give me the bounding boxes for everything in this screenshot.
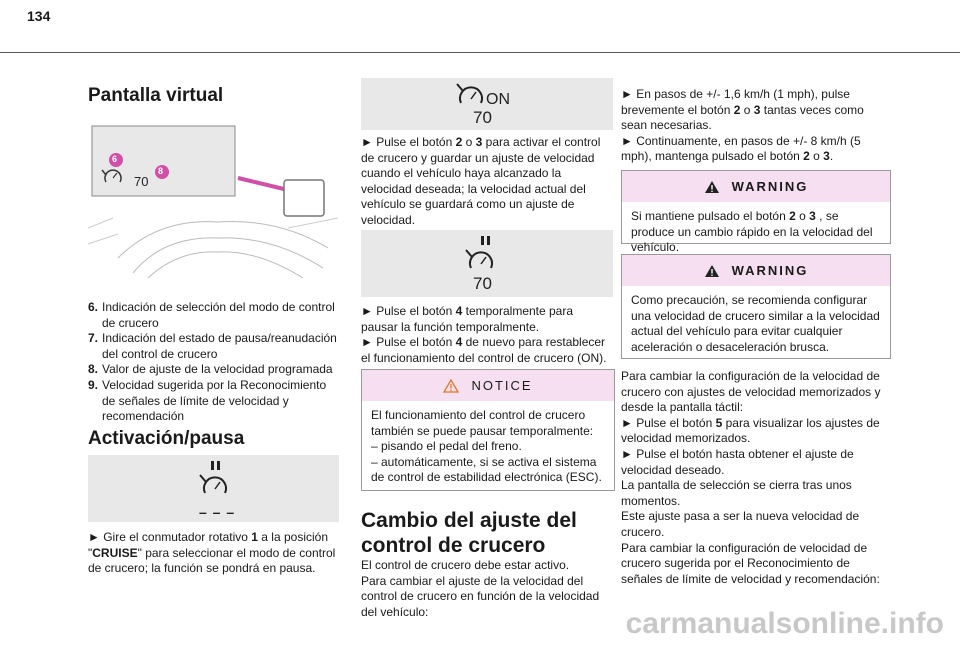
change-paragraph: El control de crucero debe estar activo. Para cambiar el ajuste de la velocidad del control de crucero en función de la velocidad del vehículo: <box>361 558 600 619</box>
warning-body: Como precaución, se recomienda configurar una velocidad de crucero similar a la velocidad actual del vehículo para evitar cualquier aceleración o desaceleración brusca. <box>631 293 880 354</box>
notice-body: El funcionamiento del control de crucero también se puede pausar temporalmente: – pisando el pedal del freno. – automáticamente, si se activa el sistema de control de estabilidad electrónica (ESC). <box>371 408 602 485</box>
pause-speed-icon-figure <box>361 230 613 297</box>
page-number: 134 <box>27 8 51 24</box>
warning-box-1 <box>621 170 891 255</box>
warning-header <box>622 171 890 202</box>
activation-paragraph: ► Gire el conmutador rotativo 1 a la posición "CRUISE" para seleccionar el modo de control de crucero; la función se pondrá en pausa. <box>88 530 336 576</box>
callout-badge-8: 8 <box>158 166 164 176</box>
warning-box-2 <box>621 254 891 359</box>
list-item: 6. Indicación de selección del modo de control de crucero <box>88 300 335 330</box>
section-title-activacion-pausa: Activación/pausa <box>88 428 245 449</box>
caution-icon <box>443 379 459 393</box>
speed-value: 70 <box>473 108 492 127</box>
dash-placeholder: – – – <box>199 504 236 520</box>
pause-icon-figure <box>88 455 339 522</box>
pause-paragraph: ► Pulse el botón 4 temporalmente para pausar la función temporalmente. ► Pulse el botón 4 de nuevo para restablecer el funcionamiento del control de crucero (ON). <box>361 304 607 365</box>
memorized-settings-paragraph: Para cambiar la configuración de la velocidad de crucero con ajustes de velocidad memorizados y desde la pantalla táctil: ► Pulse el botón 5 para visualizar los ajustes de velocidad memorizados. ► Pulse el botón hasta obtener el ajuste de velocidad deseado. La pantalla de selección se cierra tras unos momentos. Este ajuste pasa a ser la nueva velocidad de crucero. Para cambiar la configuración de velocidad de crucero sugerida por el Reconocimiento de señales de límite de velocidad y recomendación: <box>621 369 881 586</box>
steps-paragraph: ► En pasos de +/- 1,6 km/h (1 mph), pulse brevemente el botón 2 o 3 tantas veces como sean necesarias. ► Continuamente, en pasos de +/- 8 km/h (5 mph), mantenga pulsado el botón 2 o 3. <box>621 87 864 164</box>
on-label: ON <box>486 91 510 108</box>
warning-icon <box>704 264 720 278</box>
legend-list <box>88 300 338 425</box>
section-title-pantalla-virtual: Pantalla virtual <box>88 85 224 106</box>
virtual-display-figure <box>88 118 340 288</box>
notice-title: NOTICE <box>471 378 533 393</box>
list-item: 7. Indicación del estado de pausa/reanudación del control de crucero <box>88 331 337 361</box>
header-rule <box>0 52 960 53</box>
watermark: carmanualsonline.info <box>625 607 944 640</box>
speed-value: 70 <box>134 174 149 189</box>
on-icon-figure <box>361 78 613 130</box>
warning-title: WARNING <box>731 263 809 278</box>
callout-badge-6: 6 <box>112 154 118 164</box>
list-item: 9. Velocidad sugerida por la Reconocimiento de señales de límite de velocidad y recomendación <box>88 377 327 424</box>
activate-paragraph: ► Pulse el botón 2 o 3 para activar el control de crucero y guardar un ajuste de velocidad cuando el vehículo haya alcanzado la velocidad deseada; la velocidad actual del vehículo se guardará como un ajuste de velocidad. <box>361 135 601 227</box>
notice-box <box>361 369 615 491</box>
warning-header <box>622 255 890 286</box>
warning-title: WARNING <box>731 179 809 194</box>
speed-value: 70 <box>473 274 492 293</box>
section-title-cambio-ajuste: Cambio del ajuste del control de crucero <box>361 509 577 557</box>
warning-icon <box>704 180 720 194</box>
warning-body: Si mantiene pulsado el botón 2 o 3 , se produce un cambio rápido en la velocidad del vehículo. <box>631 209 873 255</box>
list-item: 8. Valor de ajuste de la velocidad programada <box>88 362 333 377</box>
notice-header <box>362 370 614 401</box>
